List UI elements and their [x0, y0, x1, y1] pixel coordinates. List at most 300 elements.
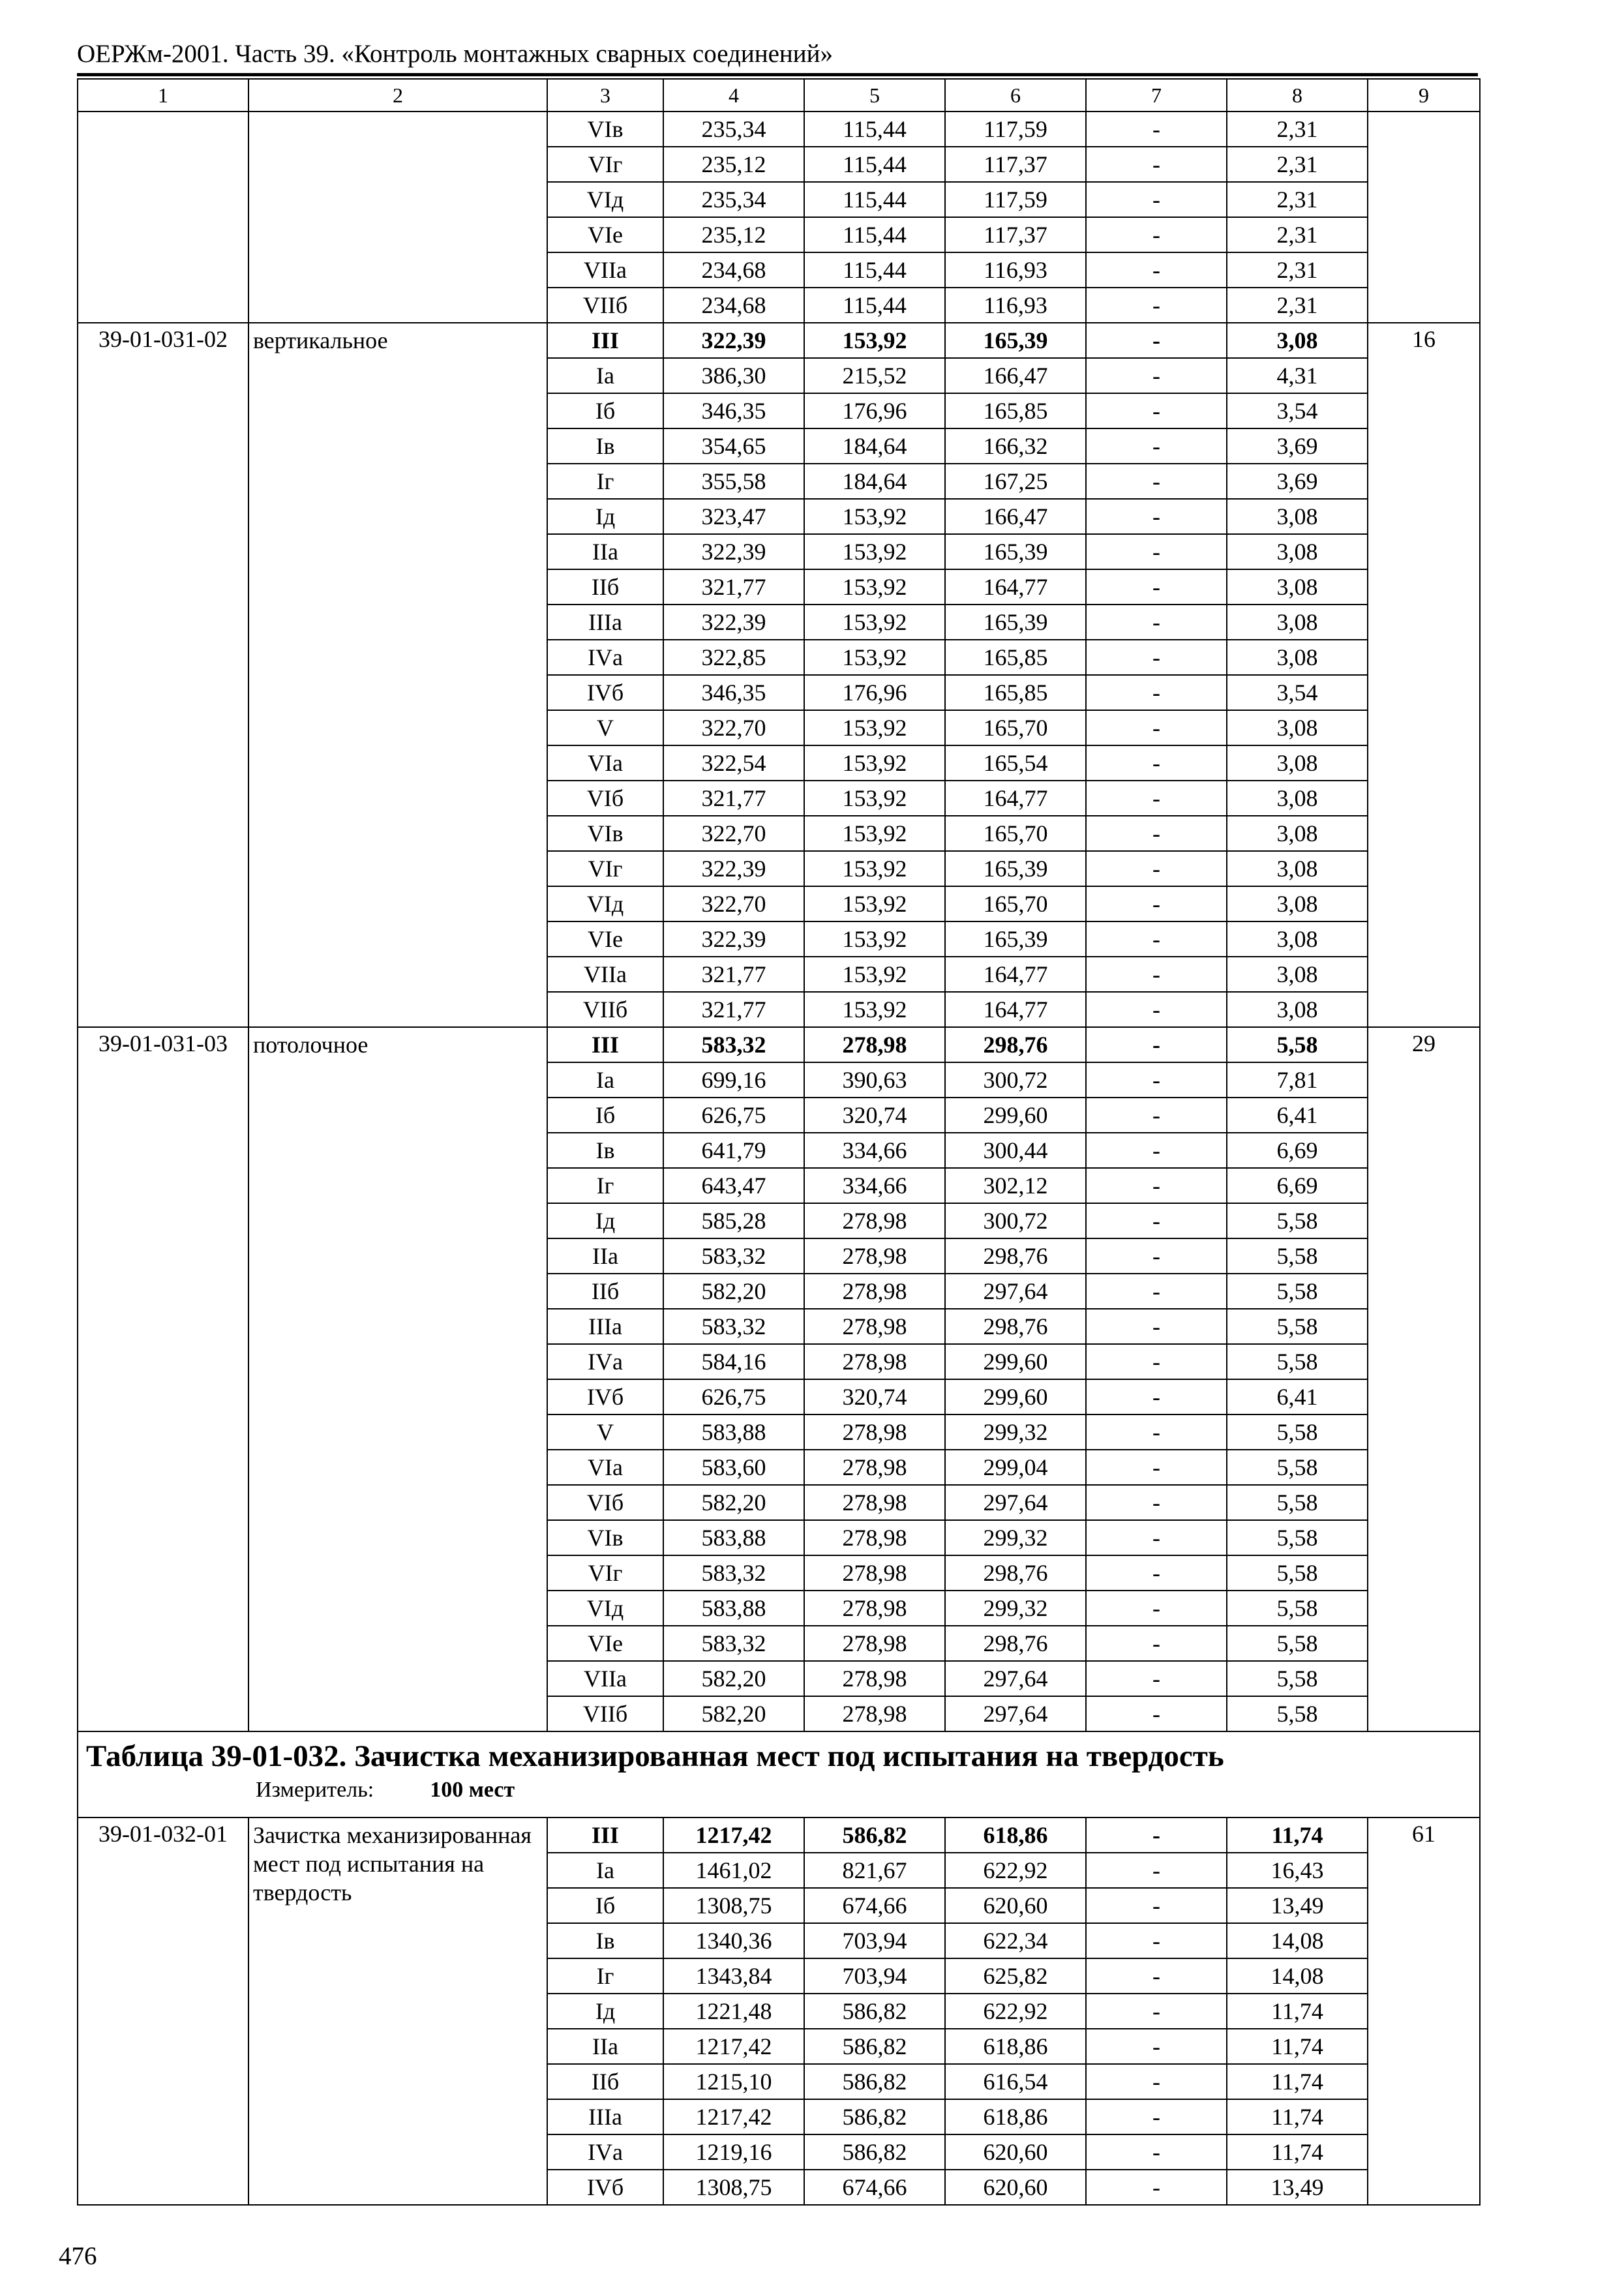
- value-cell: 699,16: [663, 1062, 804, 1098]
- value-cell: -: [1086, 1626, 1227, 1661]
- value-cell: 165,39: [945, 605, 1086, 640]
- value-cell: -: [1086, 1309, 1227, 1344]
- value-cell: 583,60: [663, 1450, 804, 1485]
- value-cell: 3,54: [1227, 675, 1368, 710]
- zone-cell: IIа: [547, 1238, 663, 1274]
- zone-cell: IIIа: [547, 605, 663, 640]
- value-cell: 354,65: [663, 428, 804, 464]
- value-cell: 2,31: [1227, 252, 1368, 288]
- zone-cell: IIб: [547, 2064, 663, 2099]
- value-cell: 703,94: [804, 1923, 945, 1958]
- value-cell: 153,92: [804, 640, 945, 675]
- value-cell: 115,44: [804, 147, 945, 182]
- value-cell: 386,30: [663, 358, 804, 393]
- value-cell: 117,59: [945, 182, 1086, 217]
- column-number: 5: [804, 79, 945, 112]
- value-cell: 165,85: [945, 640, 1086, 675]
- table-title: Таблица 39-01-032. Зачистка механизированная мест под испытания на твердость: [86, 1739, 1224, 1773]
- value-cell: -: [1086, 112, 1227, 147]
- zone-cell: VIа: [547, 745, 663, 781]
- value-cell: 115,44: [804, 288, 945, 323]
- value-cell: -: [1086, 428, 1227, 464]
- value-cell: 5,58: [1227, 1274, 1368, 1309]
- value-cell: 582,20: [663, 1485, 804, 1520]
- value-cell: 616,54: [945, 2064, 1086, 2099]
- value-cell: 4,31: [1227, 358, 1368, 393]
- zone-cell: IVб: [547, 1379, 663, 1414]
- value-cell: 322,39: [663, 851, 804, 886]
- zone-cell: Iа: [547, 358, 663, 393]
- value-cell: 153,92: [804, 534, 945, 569]
- value-cell: 278,98: [804, 1591, 945, 1626]
- value-cell: 278,98: [804, 1661, 945, 1696]
- value-cell: 117,37: [945, 217, 1086, 252]
- value-cell: 117,59: [945, 112, 1086, 147]
- zone-cell: III: [547, 1818, 663, 1853]
- value-cell: 300,72: [945, 1203, 1086, 1238]
- value-cell: 346,35: [663, 393, 804, 428]
- value-cell: 583,32: [663, 1555, 804, 1591]
- column-number: 6: [945, 79, 1086, 112]
- value-cell: 1215,10: [663, 2064, 804, 2099]
- value-cell: -: [1086, 2029, 1227, 2064]
- value-cell: 153,92: [804, 605, 945, 640]
- value-cell: 14,08: [1227, 1923, 1368, 1958]
- value-cell: 586,82: [804, 1818, 945, 1853]
- value-cell: 153,92: [804, 323, 945, 358]
- value-cell: 300,72: [945, 1062, 1086, 1098]
- zone-cell: VIд: [547, 1591, 663, 1626]
- value-cell: -: [1086, 1994, 1227, 2029]
- value-cell: 13,49: [1227, 1888, 1368, 1923]
- value-cell: -: [1086, 781, 1227, 816]
- value-cell: 390,63: [804, 1062, 945, 1098]
- value-cell: 5,58: [1227, 1555, 1368, 1591]
- zone-cell: Iв: [547, 1133, 663, 1168]
- norm-cell: 16: [1368, 323, 1480, 1027]
- value-cell: 298,76: [945, 1626, 1086, 1661]
- value-cell: 234,68: [663, 252, 804, 288]
- value-cell: -: [1086, 1098, 1227, 1133]
- zone-cell: VIв: [547, 1520, 663, 1555]
- value-cell: 153,92: [804, 816, 945, 851]
- value-cell: 582,20: [663, 1274, 804, 1309]
- value-cell: 153,92: [804, 710, 945, 745]
- value-cell: 165,39: [945, 851, 1086, 886]
- value-cell: 641,79: [663, 1133, 804, 1168]
- zone-cell: IVа: [547, 2134, 663, 2170]
- value-cell: 11,74: [1227, 1818, 1368, 1853]
- value-cell: -: [1086, 147, 1227, 182]
- value-cell: -: [1086, 710, 1227, 745]
- value-cell: 322,70: [663, 816, 804, 851]
- value-cell: 297,64: [945, 1274, 1086, 1309]
- running-header: ОЕРЖм-2001. Часть 39. «Контроль монтажных сварных соединений»: [77, 40, 833, 68]
- value-cell: 3,08: [1227, 992, 1368, 1027]
- value-cell: -: [1086, 992, 1227, 1027]
- value-cell: 164,77: [945, 781, 1086, 816]
- value-cell: -: [1086, 323, 1227, 358]
- column-number: 7: [1086, 79, 1227, 112]
- measure-value: 100 мест: [430, 1778, 515, 1802]
- value-cell: -: [1086, 1062, 1227, 1098]
- zone-cell: VIа: [547, 1450, 663, 1485]
- value-cell: 164,77: [945, 569, 1086, 605]
- value-cell: 153,92: [804, 992, 945, 1027]
- zone-cell: Iд: [547, 499, 663, 534]
- value-cell: -: [1086, 1818, 1227, 1853]
- value-cell: 165,70: [945, 710, 1086, 745]
- value-cell: 5,58: [1227, 1203, 1368, 1238]
- value-cell: 166,32: [945, 428, 1086, 464]
- value-cell: -: [1086, 1274, 1227, 1309]
- value-cell: 3,54: [1227, 393, 1368, 428]
- value-cell: 322,39: [663, 605, 804, 640]
- value-cell: 1217,42: [663, 2029, 804, 2064]
- value-cell: 355,58: [663, 464, 804, 499]
- zone-cell: IIа: [547, 534, 663, 569]
- value-cell: 299,32: [945, 1414, 1086, 1450]
- value-cell: 153,92: [804, 921, 945, 957]
- value-cell: -: [1086, 1238, 1227, 1274]
- value-cell: 297,64: [945, 1696, 1086, 1731]
- value-cell: 586,82: [804, 1994, 945, 2029]
- value-cell: 165,54: [945, 745, 1086, 781]
- value-cell: 626,75: [663, 1379, 804, 1414]
- value-cell: 176,96: [804, 675, 945, 710]
- value-cell: 583,88: [663, 1414, 804, 1450]
- zone-cell: Iб: [547, 1888, 663, 1923]
- value-cell: 622,92: [945, 1853, 1086, 1888]
- value-cell: 3,08: [1227, 886, 1368, 921]
- zone-cell: V: [547, 710, 663, 745]
- zone-cell: IIа: [547, 2029, 663, 2064]
- value-cell: 5,58: [1227, 1520, 1368, 1555]
- value-cell: 3,08: [1227, 569, 1368, 605]
- value-cell: -: [1086, 640, 1227, 675]
- item-name: вертикальное: [248, 323, 547, 1027]
- value-cell: 166,47: [945, 499, 1086, 534]
- value-cell: 622,92: [945, 1994, 1086, 2029]
- value-cell: 586,82: [804, 2134, 945, 2170]
- value-cell: 322,85: [663, 640, 804, 675]
- value-cell: -: [1086, 1379, 1227, 1414]
- item-code: 39-01-031-03: [78, 1027, 248, 1731]
- value-cell: 1343,84: [663, 1958, 804, 1994]
- value-cell: 674,66: [804, 1888, 945, 1923]
- value-cell: -: [1086, 252, 1227, 288]
- measure-line: [86, 1775, 1479, 1805]
- page-number: 476: [59, 2242, 97, 2270]
- value-cell: 299,60: [945, 1379, 1086, 1414]
- column-number: 4: [663, 79, 804, 112]
- value-cell: 298,76: [945, 1238, 1086, 1274]
- value-cell: -: [1086, 288, 1227, 323]
- zone-cell: IIб: [547, 1274, 663, 1309]
- value-cell: 1219,16: [663, 2134, 804, 2170]
- value-cell: 11,74: [1227, 2134, 1368, 2170]
- zone-cell: VIе: [547, 217, 663, 252]
- value-cell: 5,58: [1227, 1661, 1368, 1696]
- value-cell: 298,76: [945, 1309, 1086, 1344]
- column-number-row: [78, 79, 1480, 112]
- value-cell: 2,31: [1227, 147, 1368, 182]
- value-cell: 2,31: [1227, 112, 1368, 147]
- value-cell: 153,92: [804, 886, 945, 921]
- value-cell: -: [1086, 1853, 1227, 1888]
- value-cell: 278,98: [804, 1414, 945, 1450]
- value-cell: -: [1086, 2064, 1227, 2099]
- value-cell: 322,39: [663, 323, 804, 358]
- norms-table: [77, 78, 1481, 2206]
- value-cell: 184,64: [804, 428, 945, 464]
- value-cell: -: [1086, 1958, 1227, 1994]
- value-cell: 1308,75: [663, 2170, 804, 2205]
- value-cell: -: [1086, 393, 1227, 428]
- value-cell: -: [1086, 1888, 1227, 1923]
- value-cell: 165,85: [945, 675, 1086, 710]
- value-cell: 2,31: [1227, 182, 1368, 217]
- value-cell: 821,67: [804, 1853, 945, 1888]
- value-cell: 2,31: [1227, 217, 1368, 252]
- value-cell: 321,77: [663, 781, 804, 816]
- value-cell: 3,08: [1227, 605, 1368, 640]
- value-cell: 2,31: [1227, 288, 1368, 323]
- value-cell: -: [1086, 1168, 1227, 1203]
- value-cell: 626,75: [663, 1098, 804, 1133]
- table-body: [78, 79, 1480, 2205]
- measure-label: Измеритель:: [256, 1778, 374, 1802]
- value-cell: 298,76: [945, 1555, 1086, 1591]
- zone-cell: Iа: [547, 1853, 663, 1888]
- value-cell: 320,74: [804, 1098, 945, 1133]
- value-cell: 322,70: [663, 710, 804, 745]
- value-cell: 278,98: [804, 1203, 945, 1238]
- value-cell: 5,58: [1227, 1238, 1368, 1274]
- value-cell: 297,64: [945, 1485, 1086, 1520]
- value-cell: 618,86: [945, 2029, 1086, 2064]
- value-cell: 234,68: [663, 288, 804, 323]
- zone-cell: IVа: [547, 1344, 663, 1379]
- value-cell: 1461,02: [663, 1853, 804, 1888]
- value-cell: -: [1086, 2134, 1227, 2170]
- value-cell: -: [1086, 1027, 1227, 1062]
- value-cell: -: [1086, 217, 1227, 252]
- zone-cell: Iд: [547, 1203, 663, 1238]
- value-cell: 3,08: [1227, 323, 1368, 358]
- value-cell: 165,70: [945, 886, 1086, 921]
- value-cell: -: [1086, 1203, 1227, 1238]
- zone-cell: Iг: [547, 1168, 663, 1203]
- value-cell: -: [1086, 851, 1227, 886]
- table-row: [78, 323, 1480, 358]
- section-title-row: [78, 1731, 1480, 1818]
- value-cell: 3,08: [1227, 921, 1368, 957]
- zone-cell: VIIа: [547, 957, 663, 992]
- value-cell: 11,74: [1227, 2099, 1368, 2134]
- zone-cell: VIIб: [547, 288, 663, 323]
- value-cell: 321,77: [663, 957, 804, 992]
- value-cell: 165,85: [945, 393, 1086, 428]
- section-title-cell: [78, 1731, 1480, 1818]
- value-cell: -: [1086, 2099, 1227, 2134]
- value-cell: -: [1086, 675, 1227, 710]
- value-cell: -: [1086, 1450, 1227, 1485]
- value-cell: 5,58: [1227, 1696, 1368, 1731]
- value-cell: 278,98: [804, 1520, 945, 1555]
- value-cell: 235,34: [663, 112, 804, 147]
- value-cell: 1221,48: [663, 1994, 804, 2029]
- value-cell: 16,43: [1227, 1853, 1368, 1888]
- zone-cell: IIб: [547, 569, 663, 605]
- column-number: 3: [547, 79, 663, 112]
- value-cell: 334,66: [804, 1133, 945, 1168]
- value-cell: 620,60: [945, 2134, 1086, 2170]
- value-cell: 3,08: [1227, 745, 1368, 781]
- value-cell: 235,12: [663, 147, 804, 182]
- value-cell: -: [1086, 1520, 1227, 1555]
- value-cell: 235,12: [663, 217, 804, 252]
- value-cell: 5,58: [1227, 1626, 1368, 1661]
- value-cell: 299,32: [945, 1520, 1086, 1555]
- value-cell: 334,66: [804, 1168, 945, 1203]
- value-cell: 117,37: [945, 147, 1086, 182]
- value-cell: 11,74: [1227, 2029, 1368, 2064]
- value-cell: 3,08: [1227, 499, 1368, 534]
- zone-cell: VIв: [547, 816, 663, 851]
- value-cell: 165,70: [945, 816, 1086, 851]
- value-cell: -: [1086, 569, 1227, 605]
- value-cell: 5,58: [1227, 1485, 1368, 1520]
- value-cell: -: [1086, 1414, 1227, 1450]
- zone-cell: VIе: [547, 1626, 663, 1661]
- value-cell: 586,82: [804, 2029, 945, 2064]
- value-cell: 302,12: [945, 1168, 1086, 1203]
- value-cell: 322,39: [663, 534, 804, 569]
- value-cell: 3,08: [1227, 710, 1368, 745]
- value-cell: 620,60: [945, 1888, 1086, 1923]
- value-cell: 278,98: [804, 1696, 945, 1731]
- zone-cell: Iб: [547, 1098, 663, 1133]
- value-cell: 278,98: [804, 1485, 945, 1520]
- value-cell: 153,92: [804, 569, 945, 605]
- value-cell: -: [1086, 534, 1227, 569]
- value-cell: 278,98: [804, 1238, 945, 1274]
- value-cell: 320,74: [804, 1379, 945, 1414]
- column-number: 9: [1368, 79, 1480, 112]
- value-cell: 11,74: [1227, 1994, 1368, 2029]
- item-name: [248, 112, 547, 323]
- value-cell: 153,92: [804, 745, 945, 781]
- value-cell: 583,88: [663, 1591, 804, 1626]
- value-cell: -: [1086, 816, 1227, 851]
- value-cell: -: [1086, 499, 1227, 534]
- value-cell: -: [1086, 886, 1227, 921]
- zone-cell: VIе: [547, 921, 663, 957]
- value-cell: 321,77: [663, 992, 804, 1027]
- value-cell: 298,76: [945, 1027, 1086, 1062]
- value-cell: 165,39: [945, 534, 1086, 569]
- value-cell: 299,60: [945, 1098, 1086, 1133]
- value-cell: 5,58: [1227, 1450, 1368, 1485]
- value-cell: -: [1086, 182, 1227, 217]
- value-cell: 115,44: [804, 217, 945, 252]
- value-cell: 585,28: [663, 1203, 804, 1238]
- value-cell: 215,52: [804, 358, 945, 393]
- value-cell: 278,98: [804, 1027, 945, 1062]
- value-cell: 7,81: [1227, 1062, 1368, 1098]
- zone-cell: VIб: [547, 1485, 663, 1520]
- norm-cell: 61: [1368, 1818, 1480, 2205]
- value-cell: 618,86: [945, 1818, 1086, 1853]
- value-cell: 297,64: [945, 1661, 1086, 1696]
- value-cell: 115,44: [804, 252, 945, 288]
- value-cell: -: [1086, 957, 1227, 992]
- value-cell: -: [1086, 605, 1227, 640]
- item-code: 39-01-031-02: [78, 323, 248, 1027]
- value-cell: 299,60: [945, 1344, 1086, 1379]
- zone-cell: VIIб: [547, 992, 663, 1027]
- value-cell: -: [1086, 358, 1227, 393]
- value-cell: -: [1086, 1696, 1227, 1731]
- value-cell: 583,32: [663, 1309, 804, 1344]
- zone-cell: VIIа: [547, 1661, 663, 1696]
- value-cell: -: [1086, 2170, 1227, 2205]
- value-cell: 184,64: [804, 464, 945, 499]
- value-cell: 176,96: [804, 393, 945, 428]
- value-cell: 153,92: [804, 499, 945, 534]
- value-cell: 583,32: [663, 1626, 804, 1661]
- value-cell: 13,49: [1227, 2170, 1368, 2205]
- value-cell: 5,58: [1227, 1414, 1368, 1450]
- value-cell: 1217,42: [663, 1818, 804, 1853]
- value-cell: 583,32: [663, 1027, 804, 1062]
- item-name: потолочное: [248, 1027, 547, 1731]
- value-cell: 323,47: [663, 499, 804, 534]
- value-cell: 643,47: [663, 1168, 804, 1203]
- value-cell: 6,41: [1227, 1098, 1368, 1133]
- value-cell: 586,82: [804, 2099, 945, 2134]
- norm-cell: [1368, 112, 1480, 323]
- value-cell: 3,08: [1227, 816, 1368, 851]
- value-cell: 346,35: [663, 675, 804, 710]
- value-cell: 165,39: [945, 921, 1086, 957]
- value-cell: 582,20: [663, 1661, 804, 1696]
- value-cell: -: [1086, 1344, 1227, 1379]
- zone-cell: VIг: [547, 1555, 663, 1591]
- value-cell: 5,58: [1227, 1344, 1368, 1379]
- value-cell: 11,74: [1227, 2064, 1368, 2099]
- value-cell: 153,92: [804, 957, 945, 992]
- zone-cell: Iв: [547, 428, 663, 464]
- zone-cell: VIг: [547, 851, 663, 886]
- zone-cell: Iг: [547, 1958, 663, 1994]
- value-cell: 625,82: [945, 1958, 1086, 1994]
- norm-cell: 29: [1368, 1027, 1480, 1731]
- value-cell: 620,60: [945, 2170, 1086, 2205]
- value-cell: 278,98: [804, 1626, 945, 1661]
- value-cell: 6,41: [1227, 1379, 1368, 1414]
- value-cell: 299,32: [945, 1591, 1086, 1626]
- value-cell: 278,98: [804, 1274, 945, 1309]
- value-cell: 584,16: [663, 1344, 804, 1379]
- value-cell: 618,86: [945, 2099, 1086, 2134]
- table-row: [78, 1818, 1480, 1853]
- zone-cell: VIг: [547, 147, 663, 182]
- column-number: 2: [248, 79, 547, 112]
- value-cell: -: [1086, 1591, 1227, 1626]
- value-cell: 1217,42: [663, 2099, 804, 2134]
